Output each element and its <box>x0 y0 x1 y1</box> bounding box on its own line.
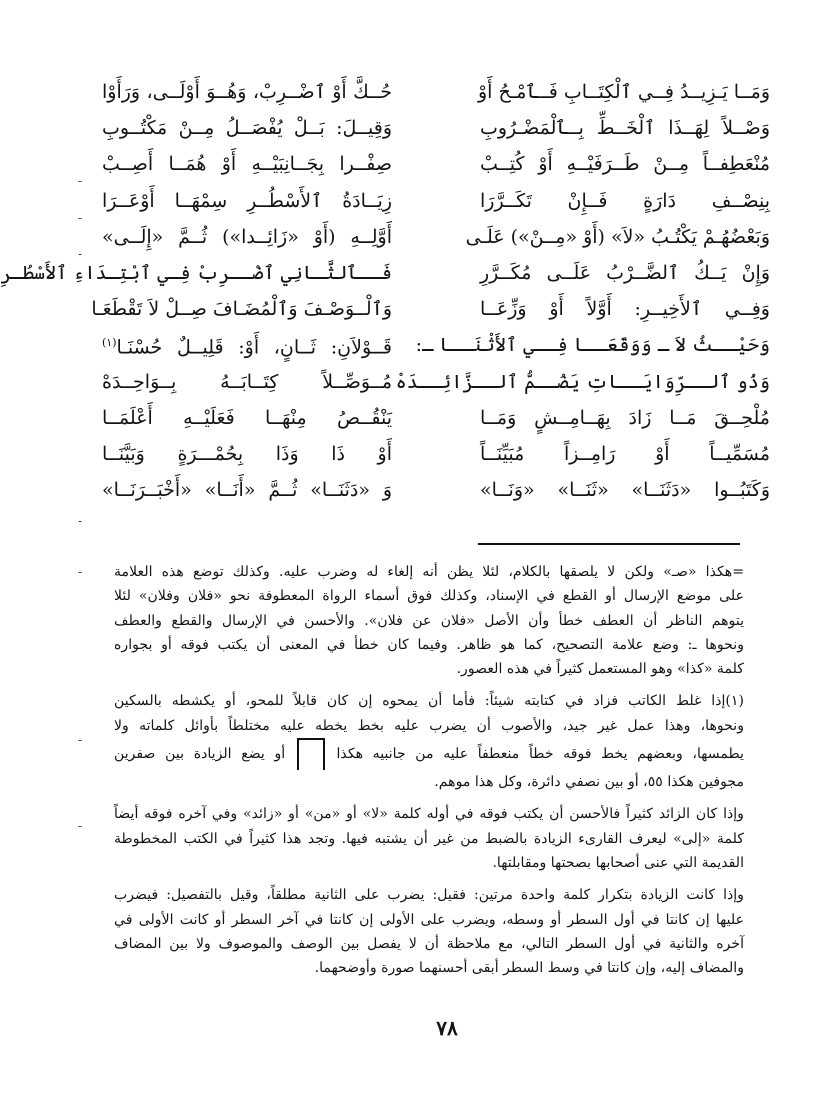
verse-first-hemistich: بِنِصْــفِ دَارَةٍ فَــإِنْ تَكَــرَّرَا <box>480 189 770 212</box>
footnote-line <box>114 560 744 584</box>
margin-mark: - <box>78 565 83 579</box>
verse <box>102 74 770 110</box>
footnote-line: كلمة «إلى» ليعرف القارىء الزيادة بالضبط من غير أن يشتبه فيها. وتجد هذا كثيراً في الكتب المخطوطة <box>114 830 744 847</box>
verse-second-hemistich: يَنْقُــصُ مِنْهَــا فَعَلَيْــهِ أَعْلَمَــا <box>102 406 392 429</box>
footnote-line: ونحوها، وهذا عمل غير جيد، والأصوب أن يضرب عليه بخط يخطه عليه مختلطاً بأوائل كلماته ولا <box>114 717 744 734</box>
margin-mark: - <box>78 174 83 188</box>
verse-first-hemistich: وَإِنْ يَــكُ ٱلضَّــرْبُ عَلَــى مُكَــرَّرِ <box>480 262 770 285</box>
verse-first-hemistich: مُنْعَطِفــاً مِــنْ طَــرَفَيْــهِ أَوْ كُتِــبْ <box>480 153 770 176</box>
footnote-line: وإذا كان الزائد كثيراً فالأحسن أن يكتب فوقه في أوله كلمة «لا» أو «من» أو «زائد» وفي آخره فوقه أيضاً <box>114 806 744 823</box>
footnote-line: يتوهم الناظر أن العطف خطأ وأن الأصل «فلان عن فلان». والأحسن في الإرسال والقطع والعطف <box>114 612 744 629</box>
footnote-marker: (١) <box>102 336 117 350</box>
footnote-text: هكذا «صـ» ولكن لا يلصقها بالكلام، لئلا يظن أنه إلغاء له وضرب عليه. وكذلك توضع هذه العلامة <box>114 564 733 580</box>
verse <box>102 183 770 219</box>
verse-first-hemistich: وَمَــا يَـزِيــدُ فِــي ٱلْكِتَــابِ فَــٱمْـحُ أَوْ <box>477 81 770 104</box>
verse-first-hemistich: وَذُو ٱلــرِّوَايَــاتِ يَضُــمُّ ٱلــزَّائِــدَهْ <box>395 370 770 393</box>
verse-second-hemistich: وَ «دَثَنَــا» ثُــمَّ «أَنَــا» «أَخْبَــرَنَــا» <box>102 479 392 502</box>
verse <box>102 472 770 508</box>
verse-first-hemistich: وَحَيْــثُ لاَ ـ وَوَقَعَــا فِــي ٱلأَثْنَــا ـ: <box>415 334 770 357</box>
verse-first-hemistich: مُسَمِّيــاً أَوْ رَامِــزاً مُبَيِّنَــاً <box>480 442 770 465</box>
verse <box>102 364 770 400</box>
footnotes <box>114 560 744 988</box>
poem <box>0 74 770 508</box>
margin-mark: - <box>78 247 83 261</box>
footnote-line: وإذا كانت الزيادة بتكرار كلمة واحدة مرتين: فقيل: يضرب على الثانية مطلقاً، وقيل بالتفصيل: فيضرب <box>114 887 744 904</box>
verse <box>102 327 770 363</box>
footnote-continuation <box>114 560 744 681</box>
margin-mark: - <box>78 733 83 747</box>
verse <box>102 110 770 146</box>
verse-text: قَــوْلاَنِ: ثَــانٍ، أَوْ: قَلِيــلٌ حُسْنَـا <box>116 336 392 359</box>
verse <box>102 400 770 436</box>
verse-second-hemistich: صِفْــرا بِجَــانِبَيْــهِ أَوْ هُمَــا أَصِــبْ <box>102 153 392 176</box>
footnote-line: كلمة «كذا» وهو المستعمل كثيراً في هذه العصور. <box>456 661 744 678</box>
verse-second-hemistich <box>102 325 392 365</box>
footnote-line: على موضع الإرسال أو القطع في الإسناد، وكذلك فوق أسماء الرواة المعطوفة نحو «فلان وفلان» لئلا <box>114 588 744 605</box>
continuation-mark: = <box>732 564 744 580</box>
page-number: ٧٨ <box>436 1016 458 1040</box>
verse-first-hemistich: وَفِــي ٱلأَخِيــرِ: أَوَّلاً أَوْ وَزِّعَــا <box>480 298 770 321</box>
verse-second-hemistich: حُــكَّ أَوْ ٱضْــرِبْ، وَهُــوَ أَوْلَــى، وَرَأَوْا <box>102 81 392 104</box>
margin-mark: - <box>78 211 83 225</box>
footnote-text: أو يضع الزيادة بين صفرين <box>114 746 286 763</box>
verse-second-hemistich: أَوَّلِــهِ (أَوْ «زَائِــدا») ثُــمَّ «إِلَــى» <box>102 225 392 248</box>
footnote-paragraph <box>114 883 744 980</box>
footnote-line <box>114 738 744 770</box>
verse-first-hemistich: وَصْــلاً لِهَــذَا ٱلْخَــطِّ بِــٱلْمَضْـرُوبِ <box>480 117 770 140</box>
footnote-line: القديمة التي عنى أصحابها بصحتها ومقابلتها. <box>492 854 744 871</box>
footnote-1 <box>114 689 744 794</box>
footnote-separator <box>478 543 740 545</box>
footnote-line: (١)إذا غلط الكاتب فزاد في كتابته شيئاً: فأما أن يمحوه إن كان قابلاً للمحو، أو يكشطه بالسكين <box>114 693 744 710</box>
footnote-line: ونحوها ـ: وضع علامة التصحيح، كما هو ظاهر. وفيما كان خطأ في المعنى أن يكتب فوقه أو بجواره <box>114 636 744 653</box>
footnote-line: مجوفين هكذا ٥٥، أو بين نصفي دائرة، وكل هذا موهم. <box>434 774 744 791</box>
footnote-line: والمضاف إليه، وإن كانتا في وسط السطر أبقى أحسنهما صورة وأوضحهما. <box>314 960 744 977</box>
footnote-line: آخره والثانية في أول السطر التالي، مع ملاحظة أن لا يفصل بين الوصف والموصوف ولا بين المضاف <box>114 935 744 952</box>
verse-first-hemistich: مُلْحِــقَ مَــا زَادَ بِهَــامِــشٍ وَمَــا <box>480 406 770 429</box>
verse-second-hemistich: زِيَــادَةُ ٱلأَسْطُــرِ سِمْهَــا أَوْعَــرَا <box>102 189 392 212</box>
verse <box>102 436 770 472</box>
verse-first-hemistich: وَبَعْضُهُـمْ يَكْتُـبُ «لاَ» (أَوْ «مِــنْ») عَلَـى <box>465 225 770 248</box>
footnote-line: عليها إن كانتا في أول السطر أو وسطه، ويضرب على الأولى إن كانتا في آخر السطر أو كانت الأولى في <box>114 911 744 928</box>
verse <box>91 291 770 327</box>
verse-first-hemistich: وَكَتَبُــوا «دَثَنَــا» «ثَنَــا» «وَنَــا» <box>480 479 770 502</box>
verse <box>102 146 770 182</box>
verse-second-hemistich: وَقِيــلَ: بَــلْ يُفْصَــلُ مِــنْ مَكْتُــوبِ <box>102 117 392 140</box>
verse-second-hemistich: مُــوَصِّــلاً كِتَــابَــهُ بِــوَاحِــدَهْ <box>102 370 392 393</box>
verse-second-hemistich: وَٱلْــوَصْـفَ وَٱلْمُضَـافَ صِــلْ لاَ تَقْطَعَـا <box>91 298 392 321</box>
footnote-paragraph <box>114 802 744 875</box>
verse <box>0 255 770 291</box>
margin-mark: - <box>78 514 83 528</box>
strike-bracket-icon <box>297 738 325 770</box>
verse-second-hemistich: فَــٱلثَّـانِي ٱضْــرِبْ فِـي ٱبْتِـدَاءِ ٱلأَسْطُـرِ <box>0 262 392 285</box>
footnote-text: يطمسها، وبعضهم يخط فوقه خطاً منعطفاً عليه من جانبيه هكذا <box>336 746 744 763</box>
verse <box>102 219 770 255</box>
verse-second-hemistich: أَوْ ذَا وَذَا بِحُمْـــرَةٍ وَبَيَّنَــا <box>102 442 392 465</box>
margin-mark: - <box>78 819 83 833</box>
